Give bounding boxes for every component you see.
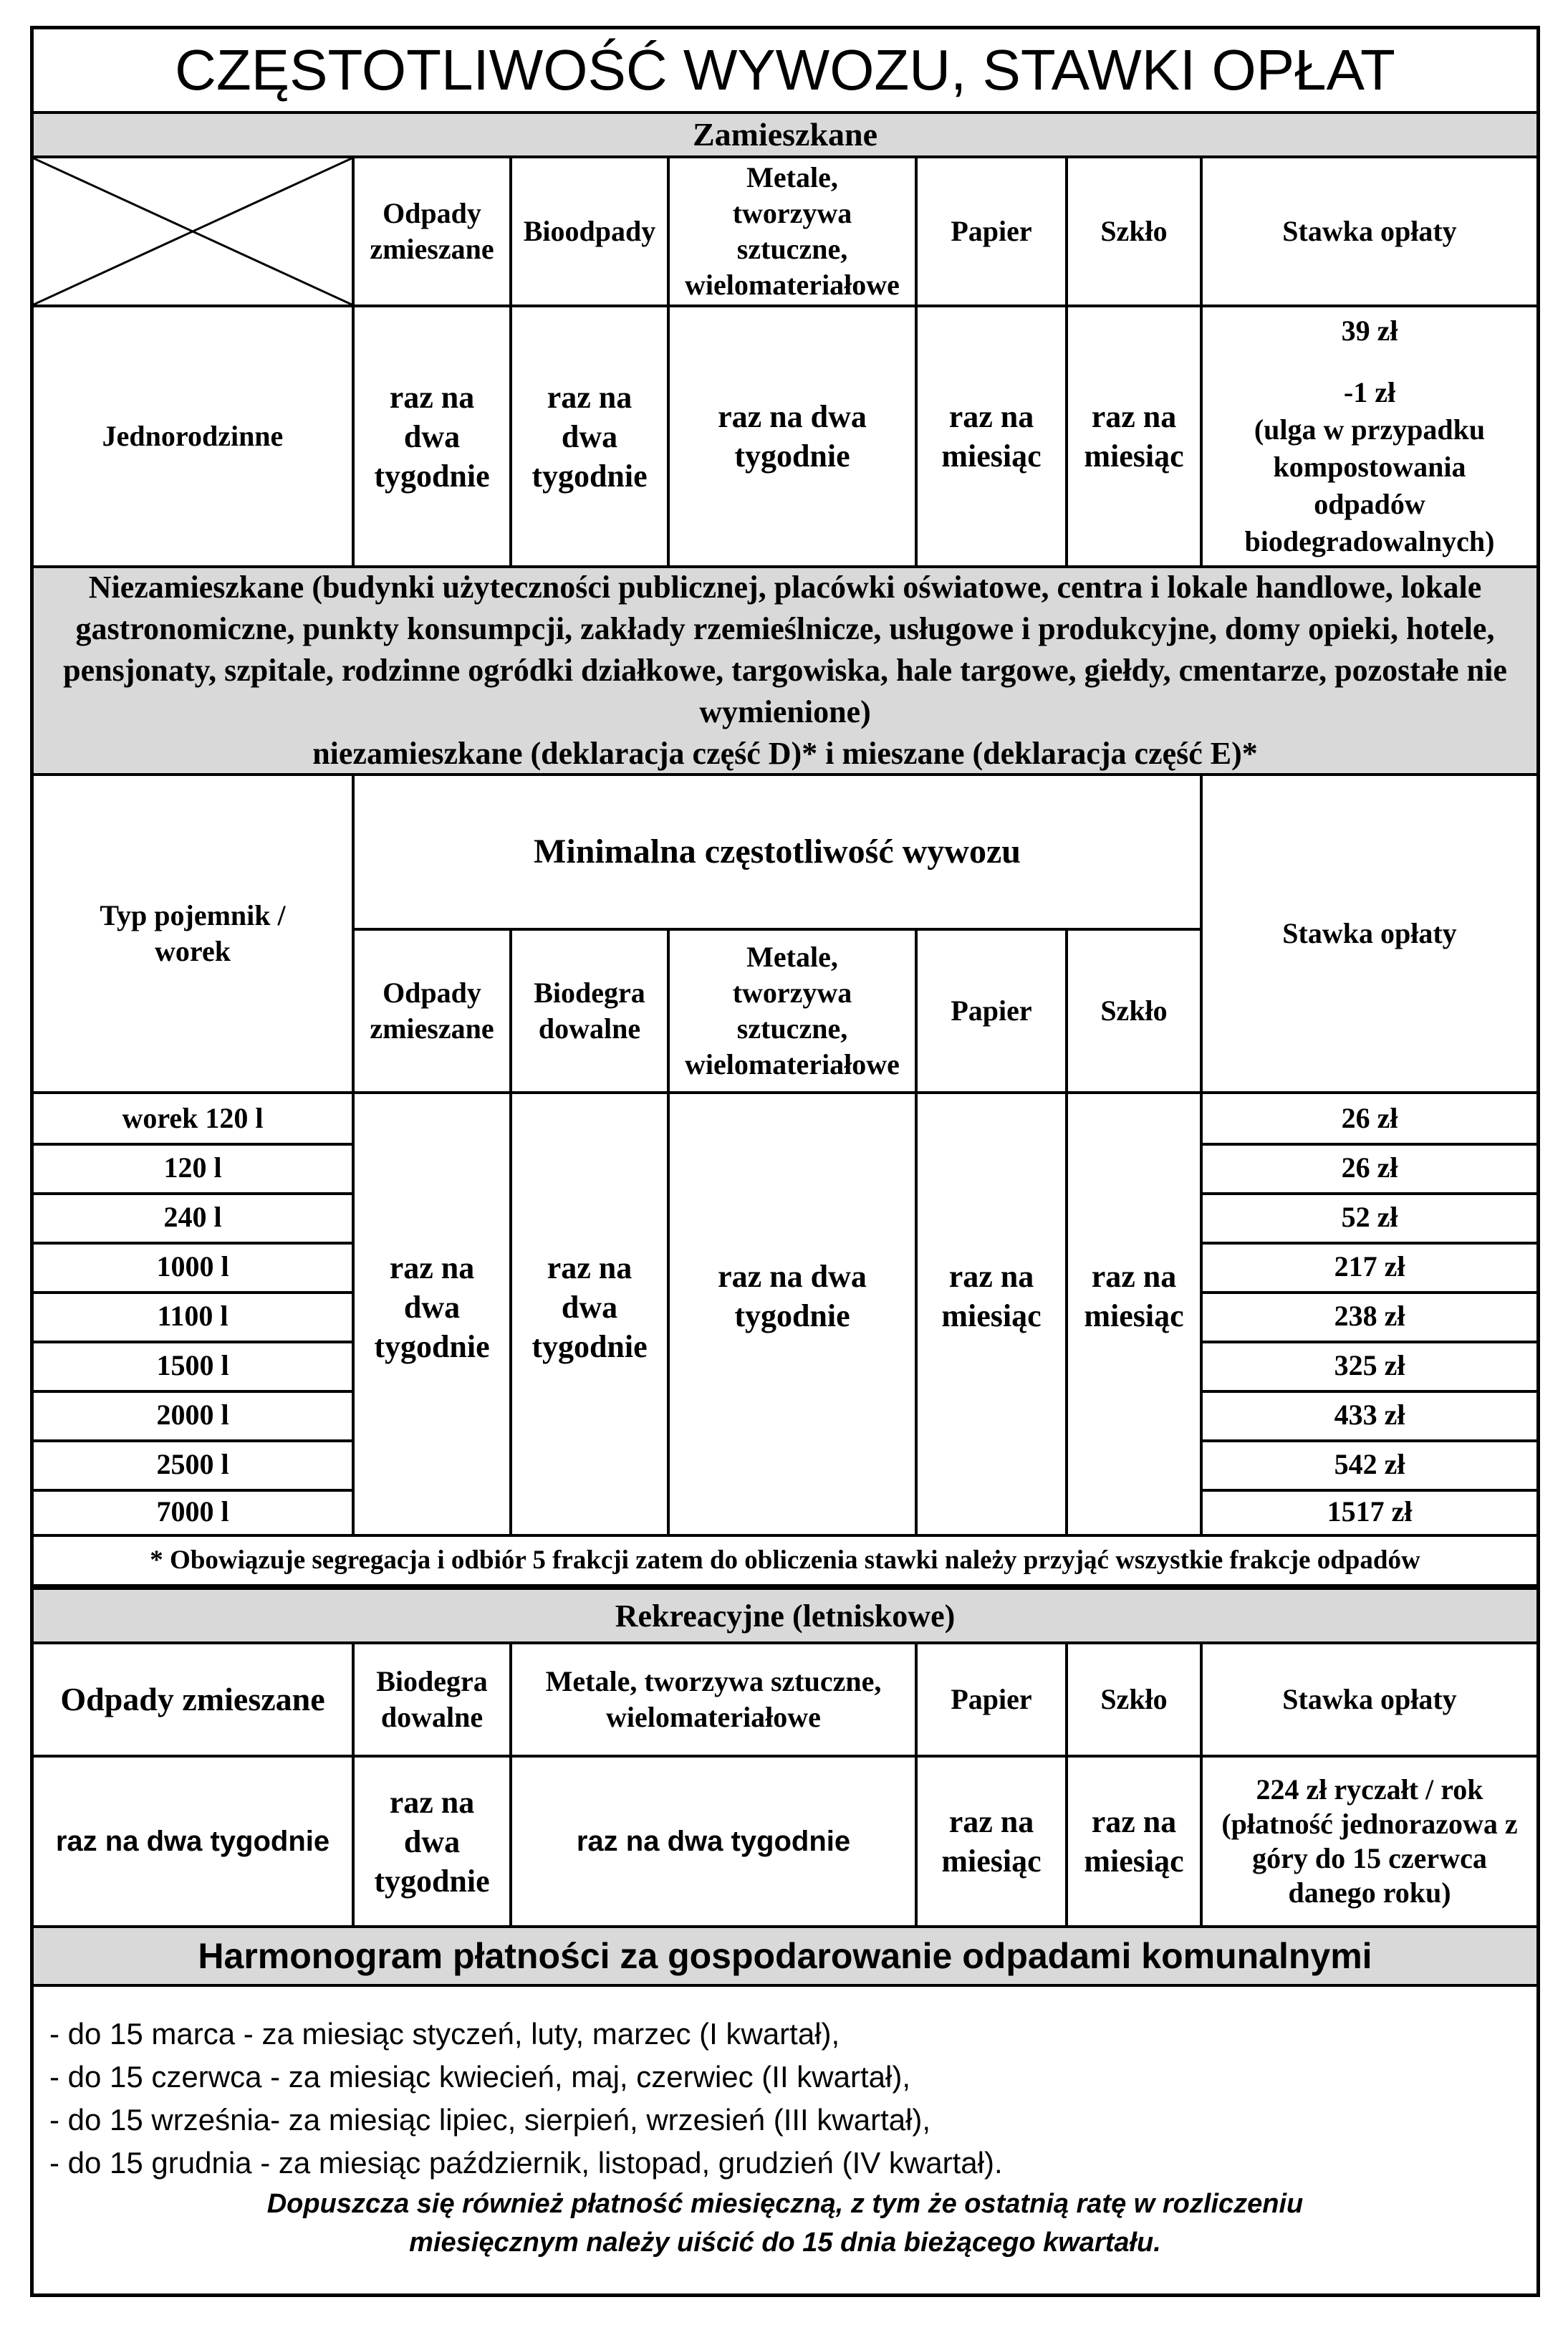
container-type: 1100 l [157,1300,229,1332]
rec-col-bio: Biodegra dowalne [376,1665,488,1733]
non-res-header: Niezamieszkane (budynki użyteczności publicznej, placówki oświatowe, centra i lokale handlowe, lokale gastronomiczne, punkty konsumpcji, zakłady rzemieślnicze, usługowe i produkcyjne, domy opieki, hotele, pensjonaty, szpitale, rodzinne ogródki działkowe, targowiska, hale targowe, giełdy, cmentarze, pozostałe nie wymienione) [63,569,1507,730]
schedule-item: - do 15 marca - za miesiąc styczeń, luty, marzec (I kwartał), [49,2017,840,2051]
non-res-col-bio: Biodegra dowalne [534,977,645,1045]
crossed-cell [34,158,352,305]
res-row-label: Jednorodzinne [102,420,284,452]
non-res-col-paper: Papier [951,994,1032,1027]
container-type: 7000 l [156,1495,229,1528]
recreational-values-row [34,1758,1536,1928]
container-type: 1000 l [156,1250,229,1283]
rec-col-mixed: Odpady zmieszane [60,1681,325,1718]
res-col-glass: Szkło [1100,215,1168,247]
residential-single-family-row [34,307,1536,568]
container-rate: 1517 zł [1327,1495,1413,1528]
monthly-payment-note: Dopuszcza się również płatność miesięczną, z tym że ostatnią ratę w rozliczeniu miesięcznym należy uiścić do 15 dnia bieżącego kwartału. [266,2189,1304,2258]
res-val-metals: raz na dwa tygodnie [718,399,867,474]
footnote-row [34,1537,1536,1587]
non-res-col-glass: Szkło [1100,994,1168,1027]
rec-val-glass: raz na miesiąc [1084,1804,1184,1879]
title-row [34,29,1536,114]
container-rate: 542 zł [1334,1448,1405,1480]
residential-header: Zamieszkane [692,116,878,153]
container-type: 240 l [163,1201,222,1233]
container-rate: 325 zł [1334,1349,1405,1381]
schedule-body [34,1987,1536,2293]
res-val-glass: raz na miesiąc [1084,399,1184,474]
schedule-section-header [34,1928,1536,1987]
container-rate: 238 zł [1334,1300,1405,1332]
non-res-val-glass: raz na miesiąc [1084,1259,1184,1333]
res-col-mixed: Odpady zmieszane [370,197,494,265]
schedule-list [49,2013,1003,2185]
container-rate: 26 zł [1341,1102,1398,1134]
recreational-column-headers [34,1644,1536,1758]
non-res-val-paper: raz na miesiąc [941,1259,1042,1333]
rec-val-mixed: raz na dwa tygodnie [55,1826,330,1857]
rec-rate: 224 zł ryczałt / rok (płatność jednorazowa z góry do 15 czerwca danego roku) [1221,1773,1518,1909]
res-rate-discount-note: (ulga w przypadku kompostowania odpadów biodegradowalnych) [1244,413,1495,557]
segregation-footnote: * Obowiązuje segregacja i odbiór 5 frakcji zatem do obliczenia stawki należy przyjąć wszystkie frakcje odpadów [150,1545,1420,1575]
res-val-bio: raz na dwa tygodnie [532,379,648,494]
rec-col-glass: Szkło [1100,1683,1168,1715]
res-val-paper: raz na miesiąc [941,399,1042,474]
non-res-val-bio: raz na dwa tygodnie [532,1250,648,1364]
residential-column-headers [34,158,1536,307]
container-rate: 26 zł [1341,1151,1398,1184]
non-res-rate-header: Stawka opłaty [1282,917,1457,949]
recreational-header: Rekreacyjne (letniskowe) [615,1598,956,1634]
res-col-bio: Bioodpady [523,215,656,247]
schedule-header: Harmonogram płatności za gospodarowanie odpadami komunalnymi [198,1935,1372,1976]
res-col-rate: Stawka opłaty [1282,215,1457,247]
schedule-item: - do 15 czerwca - za miesiąc kwiecień, maj, czerwiec (II kwartał), [49,2060,910,2094]
rec-col-rate: Stawka opłaty [1282,1683,1457,1715]
container-type: 2500 l [156,1448,229,1480]
residential-section-header [34,114,1536,158]
non-res-type-label: Typ pojemnik / worek [100,899,286,967]
res-col-metals: Metale, tworzywa sztuczne, wielomateriałowe [685,161,900,301]
page-title: CZĘSTOTLIWOŚĆ WYWOZU, STAWKI OPŁAT [175,38,1395,102]
res-col-paper: Papier [951,215,1032,247]
non-res-val-mixed: raz na dwa tygodnie [374,1250,490,1364]
container-type: 120 l [163,1151,222,1184]
res-val-mixed: raz na dwa tygodnie [374,379,490,494]
non-res-col-metals: Metale, tworzywa sztuczne, wielomateriałowe [685,941,900,1080]
res-rate-cell [1203,307,1536,565]
container-rate: 52 zł [1341,1201,1398,1233]
container-type: 1500 l [156,1349,229,1381]
recreational-section-header [34,1587,1536,1644]
schedule-item: - do 15 września- za miesiąc lipiec, sierpień, wrzesień (III kwartał), [49,2103,931,2137]
non-res-val-metals: raz na dwa tygodnie [718,1259,867,1333]
rec-val-bio: raz na dwa tygodnie [374,1784,490,1899]
rec-col-metals: Metale, tworzywa sztuczne, wielomateriałowe [545,1665,882,1733]
non-res-subheader: niezamieszkane (deklaracja część D)* i mieszane (deklaracja część E)* [312,736,1258,772]
container-rate: 433 zł [1334,1399,1405,1431]
res-rate-discount: -1 zł [1343,376,1396,408]
non-res-frequency-header: Minimalna częstotliwość wywozu [534,833,1021,871]
non-residential-section-header [34,568,1536,776]
non-res-header-block [34,568,1536,773]
non-residential-column-headers [34,776,1536,1094]
container-type: 2000 l [156,1399,229,1431]
fee-table-sheet [30,26,1540,2297]
res-rate-main: 39 zł [1341,315,1398,347]
container-type: worek 120 l [122,1102,264,1134]
non-res-col-mixed: Odpady zmieszane [370,977,494,1045]
rec-col-paper: Papier [951,1683,1032,1715]
rec-val-metals: raz na dwa tygodnie [576,1826,851,1857]
schedule-item: - do 15 grudnia - za miesiąc październik, listopad, grudzień (IV kwartał). [49,2146,1003,2180]
container-rate: 217 zł [1334,1250,1405,1283]
non-residential-containers [34,1094,1536,1537]
rec-val-paper: raz na miesiąc [941,1804,1042,1879]
